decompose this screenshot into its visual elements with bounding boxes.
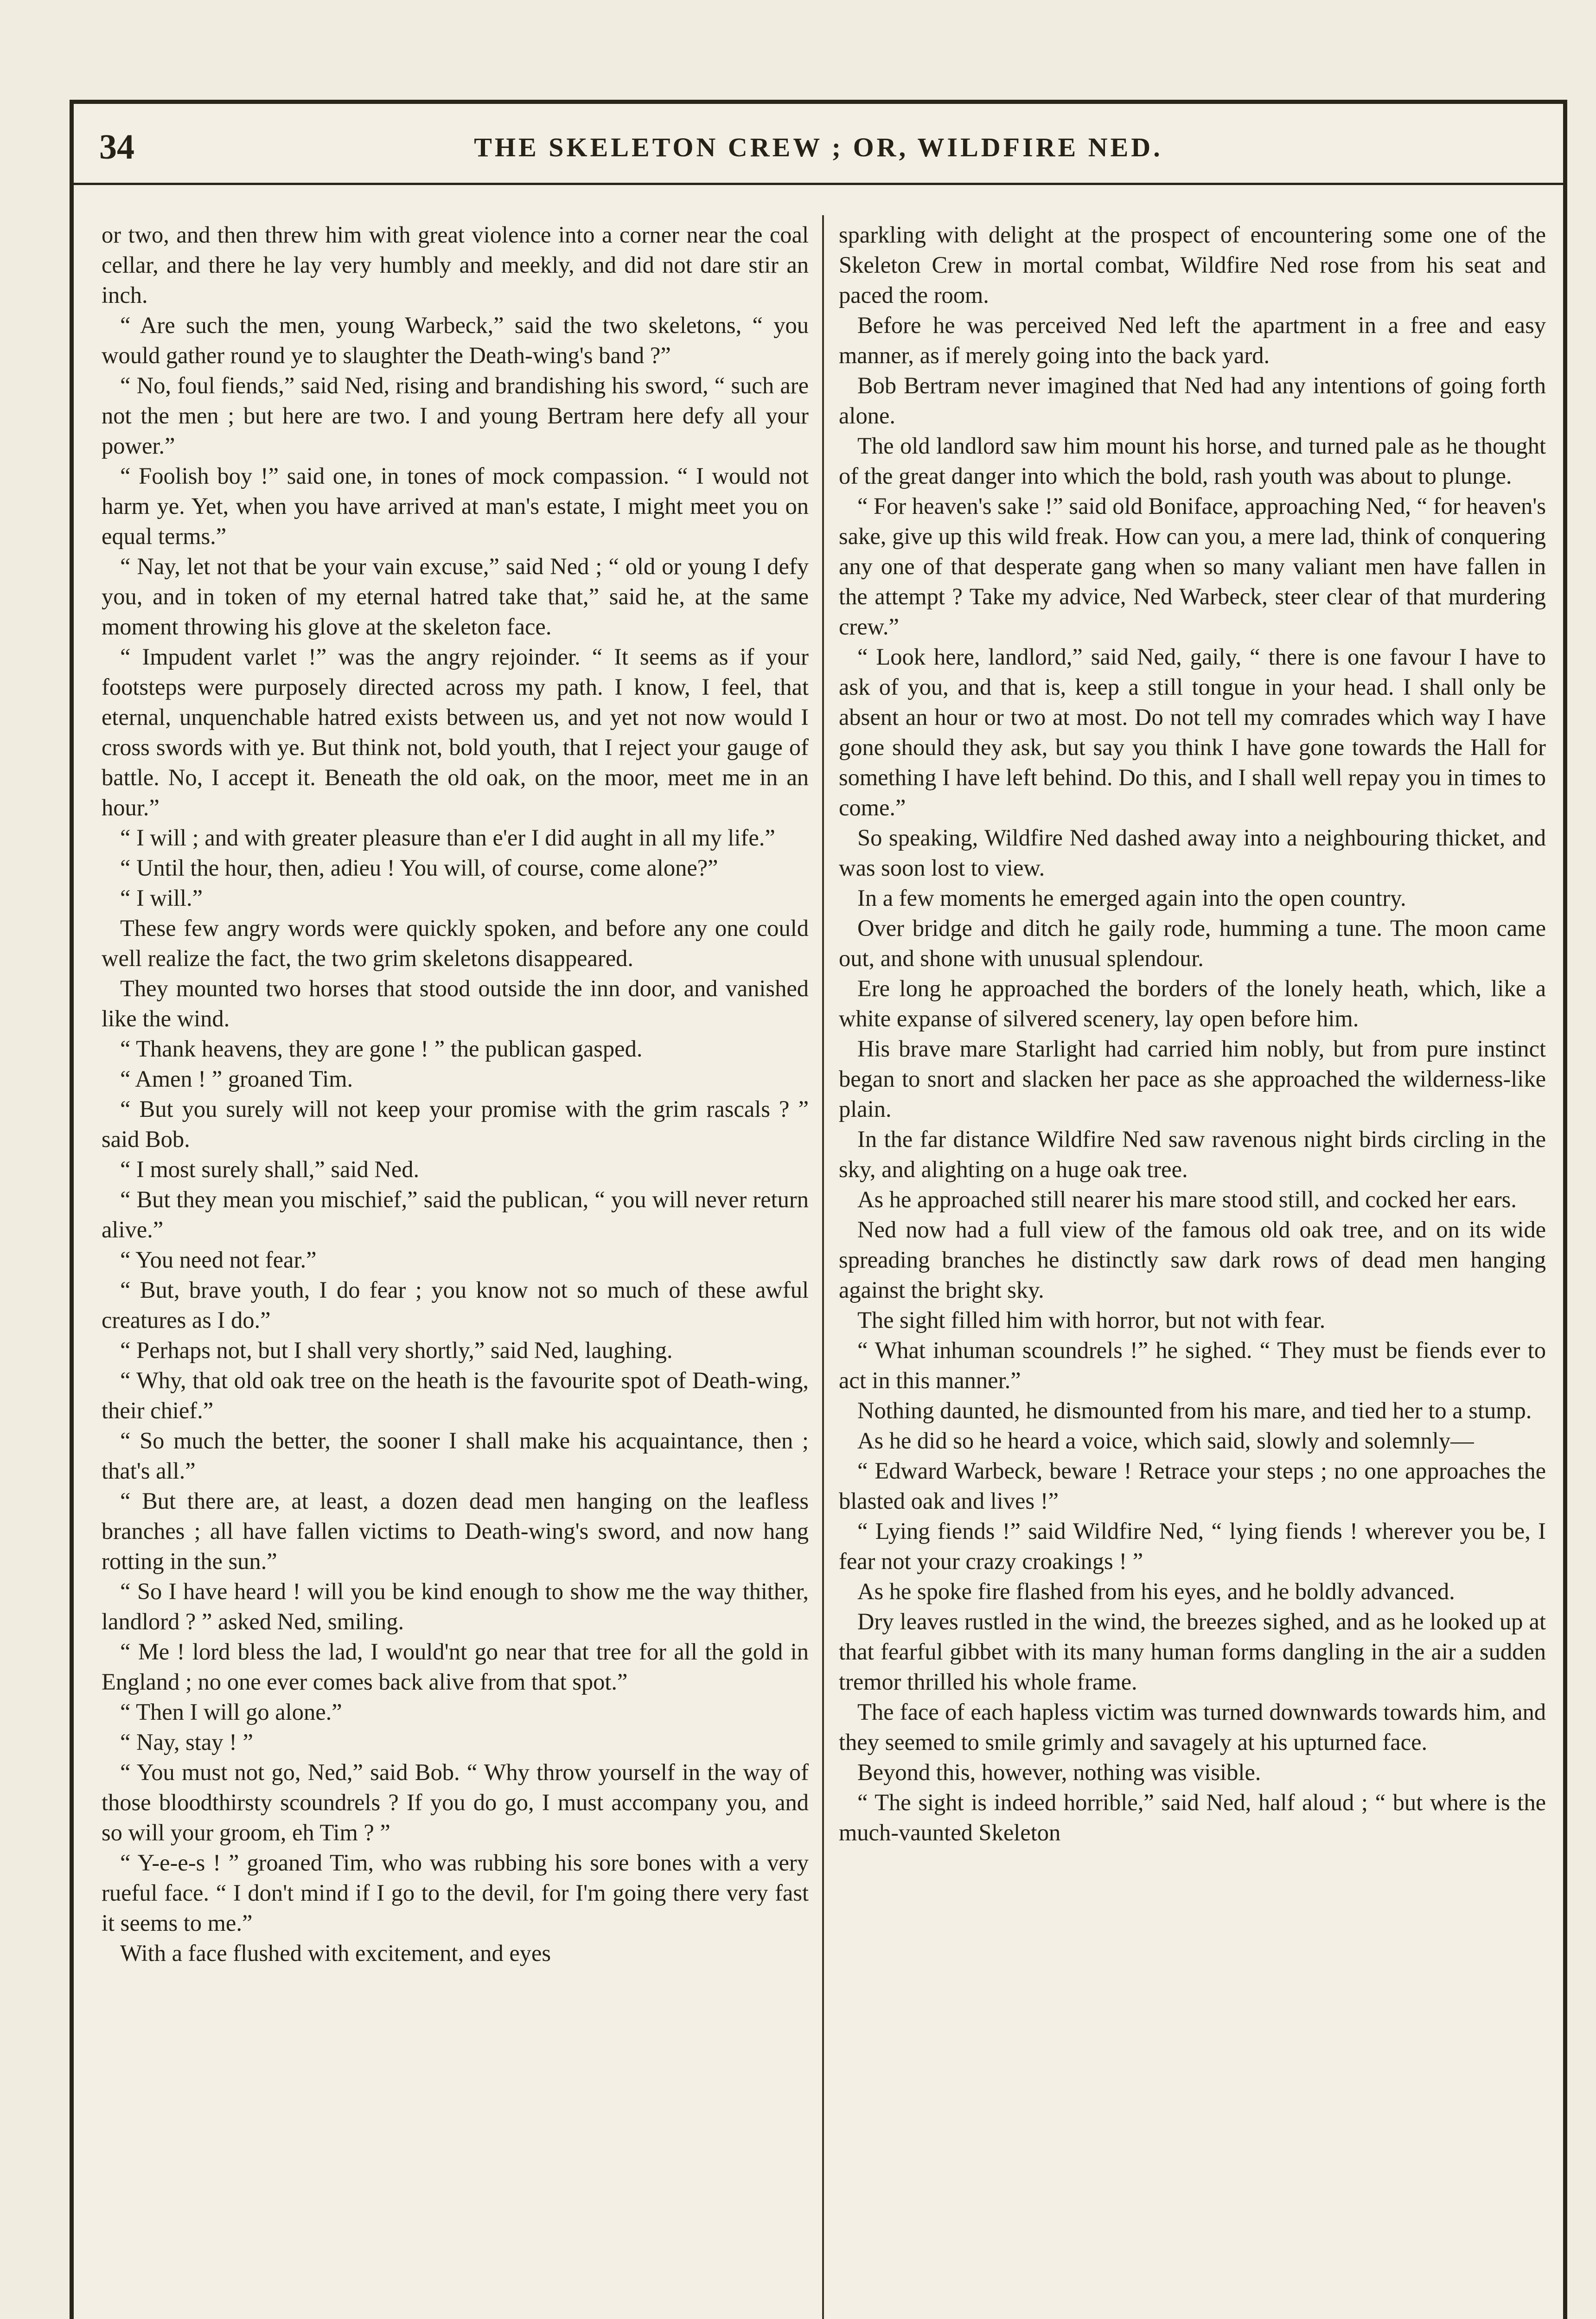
paragraph: “ The sight is indeed horrible,” said Ned, half aloud ; “ but where is the much-vaunted Skeleton [839, 1789, 1546, 1845]
paragraph: “ What inhuman scoundrels !” he sighed. “ They must be fiends ever to act in this manner.” [839, 1337, 1546, 1393]
paragraph: Over bridge and ditch he gaily rode, humming a tune. The moon came out, and shone with unusual splendour. [839, 915, 1546, 971]
paragraph: “ Perhaps not, but I shall very shortly,” said Ned, laughing. [120, 1337, 673, 1363]
paragraph: “ Lying fiends !” said Wildfire Ned, “ lying fiends ! wherever you be, I fear not your crazy croakings ! ” [839, 1518, 1546, 1574]
paragraph: With a face flushed with excitement, and eyes [120, 1940, 551, 1966]
paragraph: They mounted two horses that stood outside the inn door, and vanished like the wind. [102, 975, 809, 1031]
paragraph: As he approached still nearer his mare stood still, and cocked her ears. [857, 1186, 1517, 1212]
paragraph: “ No, foul fiends,” said Ned, rising and brandishing his sword, “ such are not the men ; but here are two. I and young Bertram here defy all your power.” [102, 372, 809, 459]
paragraph: “ Amen ! ” groaned Tim. [120, 1066, 353, 1092]
paragraph: “ Foolish boy !” said one, in tones of mock compassion. “ I would not harm ye. Yet, when you have arrived at man's estate, I might meet you on equal terms.” [102, 463, 809, 549]
paragraph: The face of each hapless victim was turned downwards towards him, and they seemed to smile grimly and savagely at his upturned face. [839, 1699, 1546, 1755]
paragraph: “ Impudent varlet !” was the angry rejoinder. “ It seems as if your footsteps were purposely directed across my path. I know, I feel, that eternal, unquenchable hatred exists between us, and yet not now would I cross swords with ye. But think not, bold youth, that I reject your gauge of battle. No, I accept it. Beneath the old oak, on the moor, meet me in an hour.” [102, 644, 809, 820]
paragraph: Beyond this, however, nothing was visible. [857, 1759, 1261, 1785]
paragraph: “ Edward Warbeck, beware ! Retrace your steps ; no one approaches the blasted oak and lives !” [839, 1458, 1546, 1514]
paragraph: “ You need not fear.” [120, 1247, 317, 1273]
paragraph: As he spoke fire flashed from his eyes, and he boldly advanced. [857, 1578, 1455, 1604]
page-number: 34 [99, 128, 134, 167]
paragraph: As he did so he heard a voice, which said, slowly and solemnly— [857, 1428, 1474, 1454]
paragraph: “ Why, that old oak tree on the heath is the favourite spot of Death-wing, their chief.” [102, 1367, 809, 1423]
column-divider [822, 215, 824, 2319]
paragraph: sparkling with delight at the prospect of encountering some one of the Skeleton Crew in mortal combat, Wildfire Ned rose from his seat and paced the room. [839, 222, 1546, 308]
paragraph: Ned now had a full view of the famous old oak tree, and on its wide spreading branches he distinctly saw dark rows of dead men hanging against the bright sky. [839, 1217, 1546, 1303]
paragraph: “ I will.” [120, 885, 203, 911]
paragraph: So speaking, Wildfire Ned dashed away into a neighbouring thicket, and was soon lost to view. [839, 825, 1546, 881]
left-column [102, 220, 809, 1968]
paragraph: “ But you surely will not keep your promise with the grim rascals ? ” said Bob. [102, 1096, 809, 1152]
paragraph: In a few moments he emerged again into the open country. [857, 885, 1406, 911]
paragraph: Ere long he approached the borders of the lonely heath, which, like a white expanse of silvered scenery, lay open before him. [839, 975, 1546, 1031]
paragraph: “ But, brave youth, I do fear ; you know not so much of these awful creatures as I do.” [102, 1277, 809, 1333]
paragraph: In the far distance Wildfire Ned saw ravenous night birds circling in the sky, and alighting on a huge oak tree. [839, 1126, 1546, 1182]
paragraph: His brave mare Starlight had carried him nobly, but from pure instinct began to snort and slacken her pace as she approached the wilderness-like plain. [839, 1036, 1546, 1122]
running-title: THE SKELETON CREW ; OR, WILDFIRE NED. [474, 132, 1163, 162]
right-column [839, 220, 1546, 1848]
paragraph: “ Nay, let not that be your vain excuse,” said Ned ; “ old or young I defy you, and in token of my eternal hatred take that,” said he, at the same moment throwing his glove at the skeleton face. [102, 553, 809, 640]
paragraph: Bob Bertram never imagined that Ned had any intentions of going forth alone. [839, 372, 1546, 429]
paragraph: “ I most surely shall,” said Ned. [120, 1156, 420, 1182]
paragraph: “ So much the better, the sooner I shall make his acquaintance, then ; that's all.” [102, 1428, 809, 1484]
page-sheet [70, 100, 1567, 2319]
paragraph: Before he was perceived Ned left the apartment in a free and easy manner, as if merely going into the back yard. [839, 312, 1546, 368]
paragraph: The sight filled him with horror, but not with fear. [857, 1307, 1326, 1333]
paragraph: “ Me ! lord bless the lad, I would'nt go near that tree for all the gold in England ; no one ever comes back alive from that spot.” [102, 1639, 809, 1695]
paragraph: “ Then I will go alone.” [120, 1699, 342, 1725]
paragraph: “ Look here, landlord,” said Ned, gaily, “ there is one favour I have to ask of you, and that is, keep a still tongue in your head. I shall only be absent an hour or two at most. Do not tell my comrades which way I have gone should they ask, but say you think I have gone towards the Hall for something I have left behind. Do this, and I shall well repay you in times to come.” [839, 644, 1546, 820]
paragraph: “ But they mean you mischief,” said the publican, “ you will never return alive.” [102, 1186, 809, 1243]
paragraph: “ For heaven's sake !” said old Boniface, approaching Ned, “ for heaven's sake, give up this wild freak. How can you, a mere lad, think of conquering any one of that desperate gang when so many valiant men have fallen in the attempt ? Take my advice, Ned Warbeck, steer clear of that murdering crew.” [839, 493, 1546, 640]
paragraph: or two, and then threw him with great violence into a corner near the coal cellar, and there he lay very humbly and meekly, and did not dare stir an inch. [102, 222, 809, 308]
paragraph: “ Until the hour, then, adieu ! You will, of course, come alone?” [120, 855, 718, 881]
paragraph: Nothing daunted, he dismounted from his mare, and tied her to a stump. [857, 1397, 1532, 1423]
paragraph: “ But there are, at least, a dozen dead men hanging on the leafless branches ; all have fallen victims to Death-wing's sword, and now hang rotting in the sun.” [102, 1488, 809, 1574]
paragraph: These few angry words were quickly spoken, and before any one could well realize the fact, the two grim skeletons disappeared. [102, 915, 809, 971]
paragraph: The old landlord saw him mount his horse, and turned pale as he thought of the great danger into which the bold, rash youth was about to plunge. [839, 433, 1546, 489]
paragraph: “ Thank heavens, they are gone ! ” the publican gasped. [120, 1036, 643, 1062]
paragraph: “ I will ; and with greater pleasure than e'er I did aught in all my life.” [120, 825, 775, 851]
paragraph: Dry leaves rustled in the wind, the breezes sighed, and as he looked up at that fearful gibbet with its many human forms dangling in the air a sudden tremor thrilled his whole frame. [839, 1608, 1546, 1695]
paragraph: “ So I have heard ! will you be kind enough to show me the way thither, landlord ? ” asked Ned, smiling. [102, 1578, 809, 1634]
paragraph: “ Are such the men, young Warbeck,” said the two skeletons, “ you would gather round ye to slaughter the Death-wing's band ?” [102, 312, 809, 368]
paragraph: “ Y-e-e-s ! ” groaned Tim, who was rubbing his sore bones with a very rueful face. “ I don't mind if I go to the devil, for I'm going there very fast it seems to me.” [102, 1850, 809, 1936]
paragraph: “ You must not go, Ned,” said Bob. “ Why throw yourself in the way of those bloodthirsty scoundrels ? If you do go, I must accompany you, and so will your groom, eh Tim ? ” [102, 1759, 809, 1845]
page-header [74, 104, 1563, 185]
paragraph: “ Nay, stay ! ” [120, 1729, 253, 1755]
